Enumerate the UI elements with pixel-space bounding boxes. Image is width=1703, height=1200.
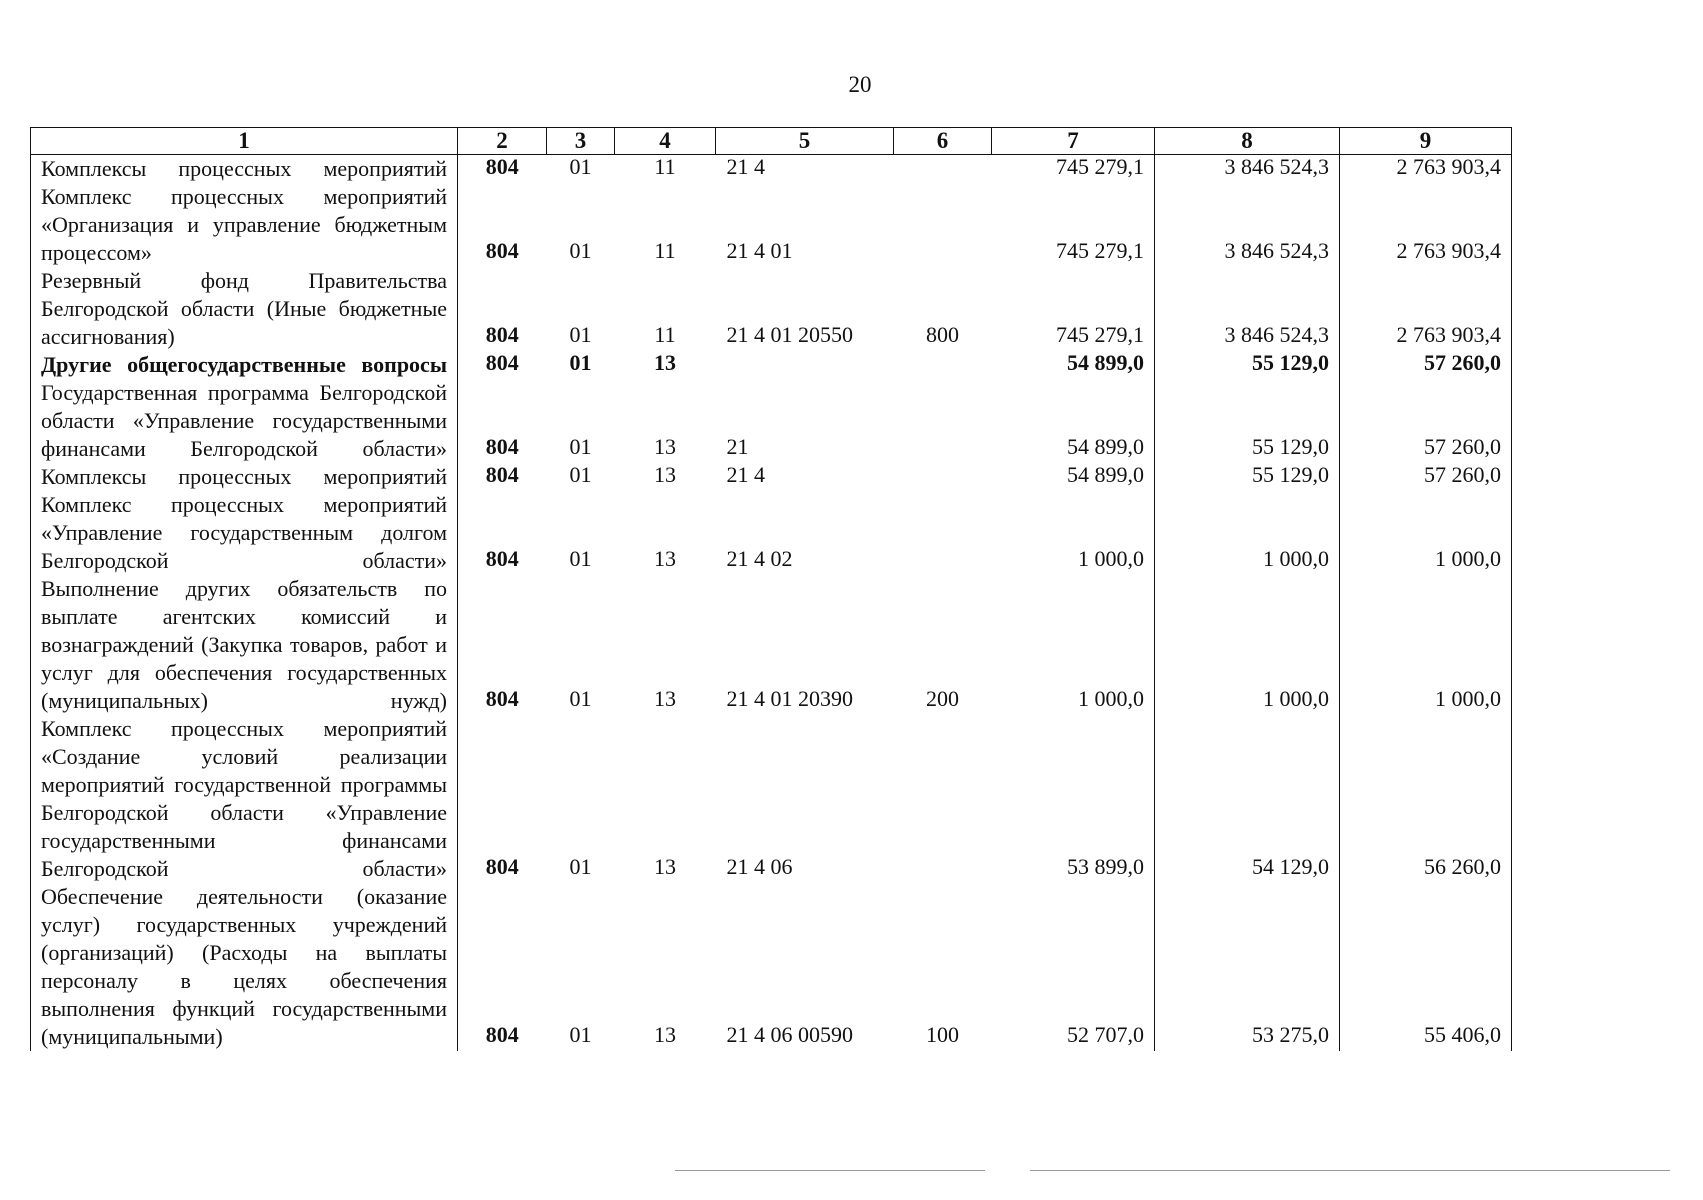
row-expense-type — [894, 155, 992, 184]
row-value-col8 — [1155, 183, 1340, 267]
row-value-col9-text: 57 260,0 — [1424, 434, 1501, 459]
row-value-col7 — [992, 379, 1155, 463]
row-subsection — [615, 883, 716, 1051]
table-body — [31, 155, 1512, 1052]
row-value-col9-text: 1 000,0 — [1435, 686, 1501, 711]
footer-rule-right — [1030, 1170, 1670, 1171]
row-expense-type — [894, 183, 992, 267]
page-number: 20 — [848, 72, 872, 97]
table-row — [31, 267, 1512, 351]
row-code-text: 804 — [485, 322, 519, 347]
row-target-article — [716, 267, 894, 351]
row-subsection — [615, 379, 716, 463]
row-code — [458, 351, 547, 379]
row-target-article — [716, 715, 894, 883]
row-section — [547, 351, 615, 379]
row-target-article-text: 21 4 — [726, 154, 765, 179]
row-subsection — [615, 463, 716, 491]
row-subsection-text: 13 — [654, 350, 676, 375]
row-code-text: 804 — [485, 462, 519, 487]
row-value-col8 — [1155, 491, 1340, 575]
header-col-5: 5 — [716, 128, 894, 155]
row-subsection-text: 13 — [654, 1022, 676, 1047]
header-col-3: 3 — [547, 128, 615, 155]
row-subsection-text: 13 — [654, 686, 676, 711]
row-section-text: 01 — [569, 462, 592, 487]
table-row — [31, 883, 1512, 1051]
row-subsection — [615, 575, 716, 715]
row-value-col7-text: 54 899,0 — [1067, 434, 1144, 459]
row-code — [458, 575, 547, 715]
row-target-article — [716, 183, 894, 267]
row-target-article-text: 21 4 — [726, 462, 765, 487]
row-value-col7 — [992, 715, 1155, 883]
row-code-text: 804 — [485, 350, 519, 375]
row-value-col8 — [1155, 351, 1340, 379]
row-section — [547, 491, 615, 575]
header-col-1: 1 — [31, 128, 458, 155]
row-expense-type-text: 800 — [926, 322, 959, 347]
row-name: Комплексы процессных мероприятий — [31, 463, 458, 491]
row-value-col9-text: 2 763 903,4 — [1396, 238, 1501, 263]
budget-table — [30, 127, 1512, 1051]
row-value-col7-text: 745 279,1 — [1056, 322, 1144, 347]
row-section — [547, 715, 615, 883]
row-section-text: 01 — [569, 1022, 592, 1047]
row-value-col9 — [1340, 883, 1512, 1051]
row-name: Комплекс процессных мероприятий «Управление государственным долгом Белгородской области» — [31, 491, 458, 575]
row-target-article-text: 21 4 01 20550 — [726, 322, 853, 347]
row-name: Обеспечение деятельности (оказание услуг) государственных учреждений (организаций) (Расходы на выплаты персоналу в целях обеспечения выполнения функций государственными (муниципальными) — [31, 883, 458, 1051]
row-code-text: 804 — [485, 434, 519, 459]
row-expense-type-text: 200 — [926, 686, 959, 711]
row-value-col9 — [1340, 351, 1512, 379]
row-subsection-text: 11 — [654, 154, 676, 179]
row-value-col7-text: 52 707,0 — [1067, 1022, 1144, 1047]
row-value-col8 — [1155, 267, 1340, 351]
row-value-col8-text: 1 000,0 — [1263, 686, 1329, 711]
row-subsection-text: 13 — [654, 854, 676, 879]
footer-rule-left — [675, 1170, 985, 1171]
header-col-4: 4 — [615, 128, 716, 155]
row-value-col7 — [992, 463, 1155, 491]
row-value-col7-text: 54 899,0 — [1067, 462, 1144, 487]
row-value-col9 — [1340, 379, 1512, 463]
row-value-col8-text: 55 129,0 — [1252, 462, 1329, 487]
row-value-col7-text: 1 000,0 — [1078, 546, 1144, 571]
row-expense-type — [894, 715, 992, 883]
header-col-6: 6 — [894, 128, 992, 155]
row-code — [458, 883, 547, 1051]
row-section-text: 01 — [569, 154, 592, 179]
row-value-col8 — [1155, 379, 1340, 463]
row-code — [458, 155, 547, 184]
row-section — [547, 267, 615, 351]
row-value-col8-text: 55 129,0 — [1252, 434, 1329, 459]
row-expense-type — [894, 267, 992, 351]
row-section-text: 01 — [569, 434, 592, 459]
row-value-col8 — [1155, 463, 1340, 491]
row-code-text: 804 — [485, 1022, 519, 1047]
header-col-2: 2 — [458, 128, 547, 155]
row-target-article — [716, 155, 894, 184]
row-value-col9 — [1340, 155, 1512, 184]
row-name: Комплексы процессных мероприятий — [31, 155, 458, 184]
row-target-article — [716, 351, 894, 379]
row-target-article-text: 21 4 02 — [726, 546, 793, 571]
table-row — [31, 351, 1512, 379]
table-row — [31, 491, 1512, 575]
table-row — [31, 463, 1512, 491]
row-subsection-text: 13 — [654, 462, 676, 487]
row-value-col7-text: 1 000,0 — [1078, 686, 1144, 711]
row-value-col7-text: 54 899,0 — [1067, 350, 1144, 375]
row-value-col7 — [992, 575, 1155, 715]
row-subsection-text: 13 — [654, 434, 676, 459]
row-value-col8-text: 1 000,0 — [1263, 546, 1329, 571]
row-target-article-text: 21 — [726, 434, 749, 459]
row-value-col9-text: 55 406,0 — [1424, 1022, 1501, 1047]
row-value-col8-text: 53 275,0 — [1252, 1022, 1329, 1047]
row-expense-type — [894, 491, 992, 575]
header-col-7: 7 — [992, 128, 1155, 155]
row-subsection — [615, 267, 716, 351]
row-subsection-text: 13 — [654, 546, 676, 571]
row-value-col9-text: 2 763 903,4 — [1396, 154, 1501, 179]
row-code-text: 804 — [485, 238, 519, 263]
row-code-text: 804 — [485, 686, 519, 711]
row-value-col9 — [1340, 715, 1512, 883]
row-code — [458, 491, 547, 575]
row-subsection-text: 11 — [654, 322, 676, 347]
row-value-col8 — [1155, 575, 1340, 715]
row-code-text: 804 — [485, 546, 519, 571]
table-row — [31, 575, 1512, 715]
row-section-text: 01 — [569, 546, 592, 571]
row-name: Государственная программа Белгородской области «Управление государственными финансами Белгородской области» — [31, 379, 458, 463]
row-subsection — [615, 155, 716, 184]
row-value-col7-text: 53 899,0 — [1067, 854, 1144, 879]
table-row — [31, 155, 1512, 184]
row-section — [547, 883, 615, 1051]
row-section-text: 01 — [569, 350, 592, 375]
row-subsection — [615, 715, 716, 883]
row-target-article — [716, 379, 894, 463]
row-code — [458, 379, 547, 463]
row-value-col8-text: 54 129,0 — [1252, 854, 1329, 879]
row-code — [458, 715, 547, 883]
row-value-col7 — [992, 491, 1155, 575]
row-target-article-text: 21 4 01 20390 — [726, 686, 853, 711]
row-section — [547, 379, 615, 463]
row-value-col8 — [1155, 883, 1340, 1051]
row-target-article — [716, 491, 894, 575]
row-expense-type-text: 100 — [926, 1022, 959, 1047]
row-value-col8-text: 3 846 524,3 — [1224, 154, 1329, 179]
row-code-text: 804 — [485, 854, 519, 879]
row-section — [547, 183, 615, 267]
row-value-col9-text: 57 260,0 — [1424, 350, 1501, 375]
header-row — [31, 128, 1512, 155]
row-expense-type — [894, 379, 992, 463]
row-value-col7 — [992, 351, 1155, 379]
header-col-8: 8 — [1155, 128, 1340, 155]
row-target-article-text: 21 4 06 00590 — [726, 1022, 853, 1047]
row-section-text: 01 — [569, 854, 592, 879]
row-section — [547, 155, 615, 184]
row-value-col8 — [1155, 155, 1340, 184]
row-target-article — [716, 575, 894, 715]
row-name: Выполнение других обязательств по выплате агентских комиссий и вознаграждений (Закупка товаров, работ и услуг для обеспечения государственных (муниципальных) нужд) — [31, 575, 458, 715]
row-code-text: 804 — [485, 154, 519, 179]
table-row — [31, 715, 1512, 883]
row-value-col7 — [992, 883, 1155, 1051]
row-code — [458, 267, 547, 351]
row-value-col8-text: 55 129,0 — [1252, 350, 1329, 375]
row-subsection — [615, 491, 716, 575]
row-target-article — [716, 883, 894, 1051]
row-section-text: 01 — [569, 238, 592, 263]
row-value-col7-text: 745 279,1 — [1056, 154, 1144, 179]
row-name: Резервный фонд Правительства Белгородской области (Иные бюджетные ассигнования) — [31, 267, 458, 351]
row-value-col7 — [992, 267, 1155, 351]
row-target-article-text: 21 4 06 — [726, 854, 793, 879]
row-section-text: 01 — [569, 322, 592, 347]
row-target-article — [716, 463, 894, 491]
row-value-col7 — [992, 155, 1155, 184]
row-value-col9 — [1340, 491, 1512, 575]
row-subsection — [615, 183, 716, 267]
row-name: Комплекс процессных мероприятий «Создание условий реализации мероприятий государственной программы Белгородской области «Управление государственными финансами Белгородской области» — [31, 715, 458, 883]
row-value-col8-text: 3 846 524,3 — [1224, 322, 1329, 347]
row-code — [458, 463, 547, 491]
row-value-col9 — [1340, 463, 1512, 491]
row-section — [547, 463, 615, 491]
row-expense-type — [894, 575, 992, 715]
row-value-col7-text: 745 279,1 — [1056, 238, 1144, 263]
row-expense-type — [894, 463, 992, 491]
row-value-col9 — [1340, 267, 1512, 351]
row-value-col9-text: 1 000,0 — [1435, 546, 1501, 571]
row-name: Комплекс процессных мероприятий «Организация и управление бюджетным процессом» — [31, 183, 458, 267]
row-value-col7 — [992, 183, 1155, 267]
row-expense-type — [894, 351, 992, 379]
row-section-text: 01 — [569, 686, 592, 711]
table-row — [31, 379, 1512, 463]
row-value-col9-text: 56 260,0 — [1424, 854, 1501, 879]
row-value-col8-text: 3 846 524,3 — [1224, 238, 1329, 263]
table-row — [31, 183, 1512, 267]
header-col-9: 9 — [1340, 128, 1512, 155]
row-expense-type — [894, 883, 992, 1051]
row-value-col8 — [1155, 715, 1340, 883]
row-code — [458, 183, 547, 267]
row-target-article-text: 21 4 01 — [726, 238, 793, 263]
row-subsection-text: 11 — [654, 238, 676, 263]
row-value-col9-text: 57 260,0 — [1424, 462, 1501, 487]
row-name: Другие общегосударственные вопросы — [31, 351, 458, 379]
row-value-col9 — [1340, 575, 1512, 715]
row-subsection — [615, 351, 716, 379]
row-section — [547, 575, 615, 715]
row-value-col9-text: 2 763 903,4 — [1396, 322, 1501, 347]
row-value-col9 — [1340, 183, 1512, 267]
